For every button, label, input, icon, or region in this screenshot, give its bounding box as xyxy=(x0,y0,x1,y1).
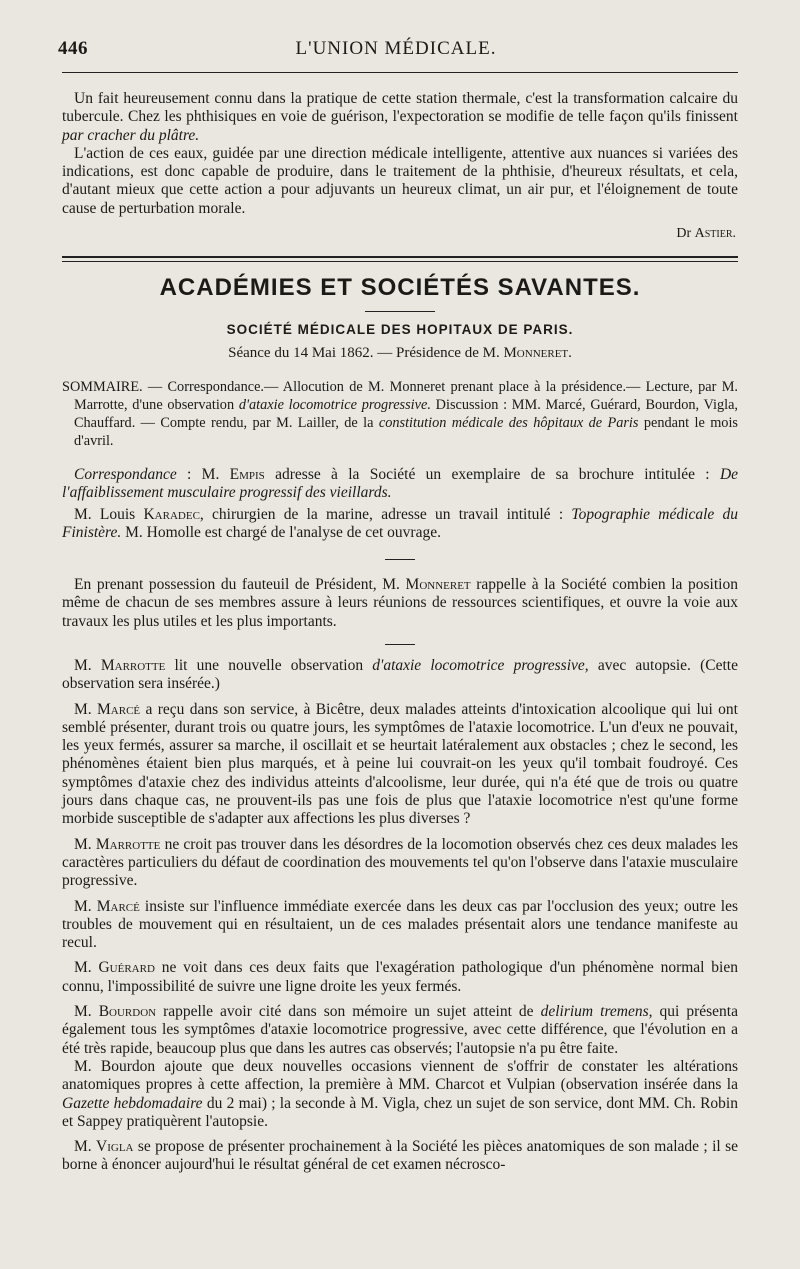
person-name: Marrotte xyxy=(100,657,166,674)
running-head: L'UNION MÉDICALE. xyxy=(295,38,497,59)
text-span: ne croit pas trouver dans les désordres de la locomotion observés chez ces deux malades les caractères particuliers du défaut de coordination des mouvements tel qu'on l'observe dans l'ataxie musculaire progressive. xyxy=(62,835,738,890)
correspondance-section xyxy=(62,466,738,542)
header-rule xyxy=(62,72,738,73)
italic-text: d'ataxie locomotrice progressive. xyxy=(238,397,431,413)
text-span: Un fait heureusement connu dans la pratique de cette station thermale, c'est la transformation calcaire du tubercule. Chez les phthisiques en voie de guérison, l'expectoration se modifie de telle façon qu'ils finissent xyxy=(62,90,738,126)
italic-text: De l'affaiblissement musculaire progressif des vieillards. xyxy=(62,466,739,502)
text-span: , chirurgien de la marine, adresse un travail intitulé : xyxy=(199,505,572,523)
paragraph xyxy=(62,90,738,145)
text-span: M. xyxy=(74,1138,97,1156)
paragraph xyxy=(62,576,738,631)
person-name: Empis xyxy=(229,466,265,483)
text-span: se propose de présenter prochainement à la Société les pièces anatomiques de son malade ; il se borne à énoncer aujourd'hui le résultat général de cet examen nécrosco- xyxy=(62,1138,738,1174)
text-span: M. xyxy=(74,1003,99,1021)
text-span: lit une nouvelle observation xyxy=(165,657,373,674)
paragraph xyxy=(62,657,738,694)
title-rule xyxy=(365,311,435,312)
text-span: Discussion : MM. Marcé, Guérard, Bourdon, Vigla, Chauffard. — Compte rendu, par M. Lailler, de la xyxy=(74,397,739,431)
paragraph xyxy=(62,506,738,543)
text-span: : M. xyxy=(176,466,230,483)
president-name: Monneret. xyxy=(503,345,572,361)
italic-text: delirium tremens, xyxy=(540,1003,653,1021)
signature-name: Astier. xyxy=(694,226,736,241)
session-line xyxy=(0,345,800,362)
italic-text: par cracher du plâtre. xyxy=(62,126,200,144)
person-name: Bourdon xyxy=(98,1003,157,1021)
paragraph xyxy=(62,701,738,829)
italic-text: Correspondance xyxy=(74,466,177,483)
section-rule-top xyxy=(62,256,738,258)
person-name: Karadec xyxy=(143,505,200,523)
text-span: ne voit dans ces deux faits que l'exagération pathologique d'un phénomène normal bien connu, l'impossibilité de suivre une ligne droite les yeux fermés. xyxy=(62,959,738,995)
text-span: du 2 mai) ; la seconde à M. Vigla, chez un sujet de son service, dont MM. Ch. Robin et Sappey pratiquèrent l'autopsie. xyxy=(62,1094,738,1130)
italic-text: Topographie médicale du Finistère. xyxy=(62,505,739,541)
text-span: qui présenta également tous les symptômes d'ataxie locomotrice progressive, avec cette différence, que l'évolution en a été très rapide, beaucoup plus que dans les autres cas observés; l'autopsie n'a pu être faite. xyxy=(62,1003,738,1057)
society-title: SOCIÉTÉ MÉDICALE DES HOPITAUX DE PARIS. xyxy=(226,322,574,337)
text-span: pendant le mois d'avril. xyxy=(74,415,738,449)
section-rule-bottom xyxy=(62,261,738,262)
separator xyxy=(385,644,415,645)
section-title: ACADÉMIES ET SOCIÉTÉS SAVANTES. xyxy=(159,274,641,301)
italic-text: d'ataxie locomotrice progressive, xyxy=(372,657,589,674)
text-span: M. xyxy=(74,959,99,977)
paragraph xyxy=(62,1003,738,1058)
session-text: Séance du 14 Mai 1862. — Présidence de M. xyxy=(228,345,504,361)
president-paragraph xyxy=(62,576,738,631)
paragraph xyxy=(62,1058,738,1131)
previous-article xyxy=(62,90,738,218)
text-span: M. xyxy=(74,657,101,674)
text-span: M. Louis xyxy=(74,505,144,523)
italic-text: Gazette hebdomadaire xyxy=(62,1094,203,1112)
signature-prefix: Dr xyxy=(676,226,692,241)
text-span: M. Bourdon ajoute que deux nouvelles occasions viennent de s'offrir de constater les altérations anatomiques propres à cette affection, la première à MM. Charcot et Vulpian (observation insérée dans la xyxy=(62,1057,738,1094)
person-name: Marcé xyxy=(97,700,141,718)
text-span: adresse à la Société un exemplaire de sa brochure intitulée : xyxy=(264,466,720,483)
text-span: insiste sur l'influence immédiate exercée dans les deux cas par l'occlusion des yeux; outre les troubles de mouvement qui en résultaient, un de ces malades présentait alors une tendance manifeste au recul. xyxy=(62,897,738,952)
italic-text: constitution médicale des hôpitaux de Paris xyxy=(378,415,639,431)
text-span: a reçu dans son service, à Bicêtre, deux malades atteints d'intoxication alcoolique qui lui ont semblé présenter, durant trois ou quatre jours, les symptômes de l'ataxie locomotrice. L'un d'eux ne pouvait, les yeux fermés, assurer sa marche, il oscillait et se heurtait latéralement aux obstacles ; chez le second, les phénomènes étaient bien plus marqués, et à peine lui couvrait-on les yeux qu'il tombait foudroyé. Ces symptômes d'ataxie chez des individus atteints d'alcoolisme, leur durée, qui n'a été que de trois ou quatre jours dans chaque cas, ne prouvent-ils pas une fois de plus que l'ataxie locomotrice n'est qu'une forme morbide susceptible de s'adapter aux affections les plus diverses ? xyxy=(62,700,738,828)
paragraph xyxy=(62,898,738,953)
separator xyxy=(385,559,415,560)
page-header xyxy=(58,38,734,62)
summary xyxy=(62,378,738,450)
paragraph xyxy=(62,1138,738,1175)
person-name: Guérard xyxy=(98,959,155,977)
discussion xyxy=(62,657,738,1175)
person-name: Vigla xyxy=(96,1138,134,1156)
text-span: M. xyxy=(74,897,97,915)
person-name: Marrotte xyxy=(95,835,161,853)
paragraph xyxy=(62,466,738,503)
author-signature xyxy=(676,226,736,242)
paragraph: L'action de ces eaux, guidée par une direction médicale intelligente, attentive aux nuances si variées des indications, est donc capable de produire, dans le traitement de la phthisie, d'heureux résultats, et cela, d'autant mieux que cette action a pour adjuvants un heureux climat, un air pur, et l'éloignement de toute cause de perturbation morale. xyxy=(62,144,738,217)
text-span: rappelle à la Société combien la position même de chacun de ses membres assure à leurs réunions de ressources scientifiques, et ouvre la voie aux travaux les plus utiles et les plus importants. xyxy=(62,576,738,630)
text-span: M. xyxy=(74,700,98,718)
text-span: M. xyxy=(74,835,96,853)
text-span: avec autopsie. (Cette observation sera insérée.) xyxy=(62,657,738,693)
text-span: M. Homolle est chargé de l'analyse de cet ouvrage. xyxy=(121,523,441,541)
text-span: rappelle avoir cité dans son mémoire un sujet atteint de xyxy=(156,1003,541,1021)
text-span: En prenant possession du fauteuil de Président, M. xyxy=(74,576,406,593)
paragraph xyxy=(62,836,738,891)
page-number: 446 xyxy=(58,38,88,59)
person-name: Monneret xyxy=(405,576,471,593)
summary-text xyxy=(62,378,738,450)
text-span: SOMMAIRE. — Correspondance.— Allocution de M. Monneret prenant place à la présidence.— Lecture, par M. Marrotte, d'une observation xyxy=(62,379,738,413)
paragraph xyxy=(62,959,738,996)
person-name: Marcé xyxy=(96,897,140,915)
